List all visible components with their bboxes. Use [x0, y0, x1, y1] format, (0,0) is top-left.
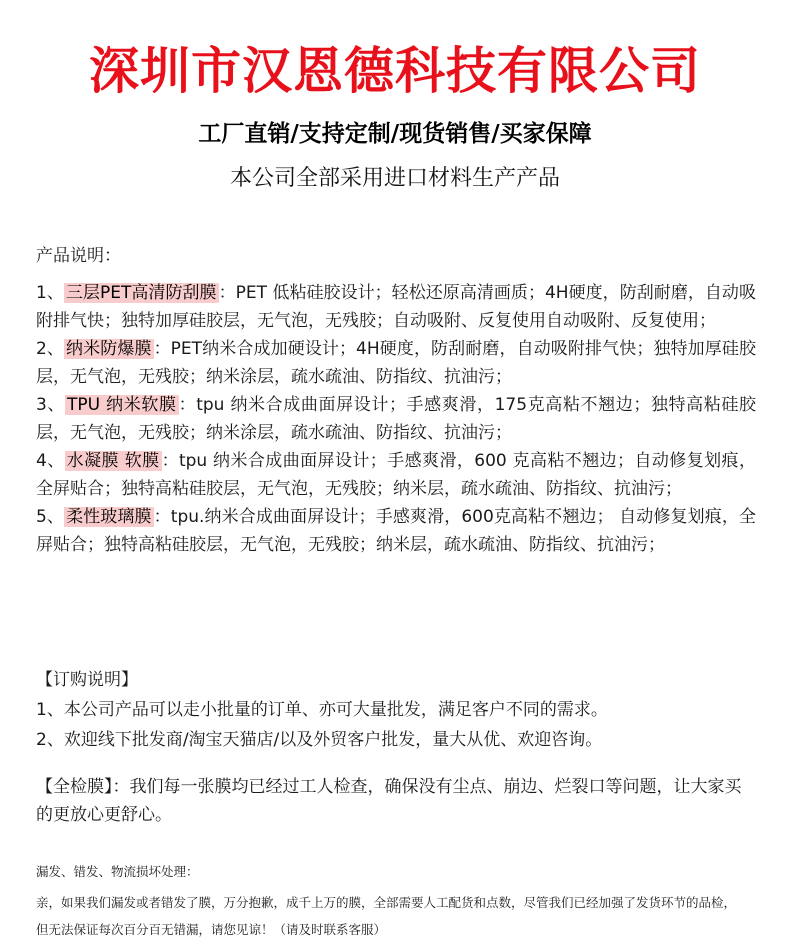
product-item	[36, 335, 756, 391]
product-index: 2、	[36, 339, 65, 359]
notice-body: 亲，如果我们漏发或者错发了膜，万分抱歉，成千上万的膜，全部需要人工配货和点数，尽管我们已经加强了发货环节的品检，但无法保证每次百分百无错漏，请您见谅！（请及时联系客服）	[36, 895, 737, 937]
product-name: 三层PET高清防刮膜	[65, 283, 217, 303]
product-index: 1、	[36, 283, 64, 303]
product-list	[36, 279, 756, 559]
order-item: 2、欢迎线下批发商/淘宝天猫店/以及外贸客户批发，量大从优、欢迎咨询。	[36, 730, 603, 750]
order-item: 1、本公司产品可以走小批量的订单、亦可大量批发，满足客户不同的需求。	[36, 700, 608, 720]
slogan: 工厂直销/支持定制/现货销售/买家保障	[198, 121, 592, 147]
product-index: 5、	[36, 507, 65, 527]
product-name: 水凝膜 软膜	[66, 451, 160, 471]
product-item	[36, 279, 756, 335]
product-item	[36, 447, 756, 503]
product-desc: ：tpu 纳米合成曲面屏设计；手感爽滑，175克高粘不翘边；独特高粘硅胶层，无气泡，无残胶；纳米涂层，疏水疏油、防指纹、抗油污；	[36, 395, 756, 443]
inspection-note: 【全检膜】：我们每一张膜均已经过工人检查，确保没有尘点、崩边、烂裂口等问题，让大家买的更放心更舒心。	[36, 777, 742, 825]
subtitle: 本公司全部采用进口材料生产产品	[229, 166, 560, 191]
product-desc: ：PET纳米合成加硬设计；4H硬度，防刮耐磨，自动吸附排气快；独特加厚硅胶层，无气泡，无残胶；纳米涂层，疏水疏油、防指纹、抗油污；	[36, 339, 756, 387]
product-name: 柔性玻璃膜	[66, 507, 152, 527]
product-section-label: 产品说明：	[36, 246, 121, 266]
order-section-title: 【订购说明】	[36, 670, 138, 690]
product-name: 纳米防爆膜	[66, 339, 152, 359]
product-name: TPU 纳米软膜	[67, 395, 177, 415]
company-title: 深圳市汉恩德科技有限公司	[89, 42, 701, 100]
product-desc: ：tpu.纳米合成曲面屏设计；手感爽滑，600克高粘不翘边； 自动修复划痕，全屏贴合；独特高粘硅胶层，无气泡，无残胶；纳米层，疏水疏油、防指纹、抗油污；	[36, 507, 756, 555]
notice-title: 漏发、错发、物流损坏处理：	[36, 864, 199, 879]
product-item	[36, 503, 756, 559]
product-desc: ：tpu 纳米合成曲面屏设计；手感爽滑，600 克高粘不翘边；自动修复划痕，全屏贴合；独特高粘硅胶层，无气泡，无残胶；纳米层，疏水疏油、防指纹、抗油污；	[36, 451, 756, 499]
order-list	[36, 695, 756, 755]
product-index: 4、	[36, 451, 65, 471]
product-desc: ：PET 低粘硅胶设计；轻松还原高清画质；4H硬度，防刮耐磨，自动吸附排气快；独特加厚硅胶层，无气泡，无残胶；自动吸附、反复使用自动吸附、反复使用；	[36, 283, 756, 331]
product-index: 3、	[36, 395, 66, 415]
product-item	[36, 391, 756, 447]
